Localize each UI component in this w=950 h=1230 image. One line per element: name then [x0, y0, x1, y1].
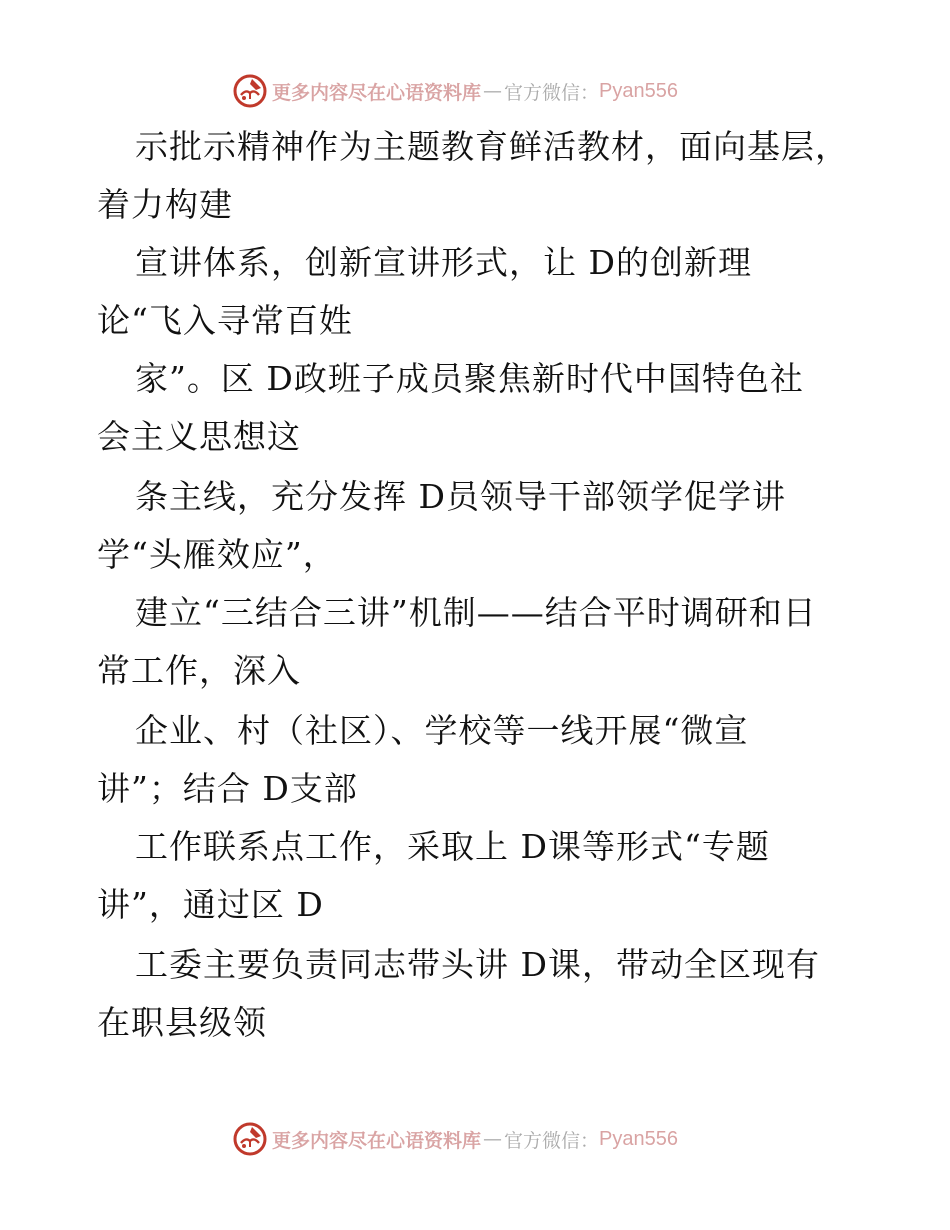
footer-banner	[232, 1119, 678, 1159]
text-line: 讲”，通过区 D	[97, 885, 324, 924]
banner-wechat-id: Pyan556	[599, 79, 678, 102]
book-pen-logo-icon	[232, 73, 268, 109]
text-line: 家”。区 D政班子成员聚焦新时代中国特色社	[135, 359, 804, 398]
text-line: 建立“三结合三讲”机制——结合平时调研和日	[135, 593, 817, 632]
text-line: 条主线，充分发挥 D员领导干部领学促学讲	[135, 477, 786, 516]
banner-site-text: 更多内容尽在心语资料库	[272, 81, 482, 104]
text-line: 宣讲体系，创新宣讲形式，让 D的创新理	[135, 243, 752, 282]
text-line: 工委主要负责同志带头讲 D课，带动全区现有	[135, 945, 820, 984]
banner-wechat-id: Pyan556	[599, 1127, 678, 1150]
text-line: 着力构建	[97, 185, 233, 224]
banner-wechat-label: 官方微信：	[504, 81, 600, 104]
banner-dash: —	[483, 80, 503, 102]
text-line: 会主义思想这	[97, 417, 301, 456]
text-line: 工作联系点工作，采取上 D课等形式“专题	[135, 827, 770, 866]
book-pen-logo-icon	[232, 1121, 268, 1157]
banner-dash: —	[483, 1128, 503, 1150]
text-line: 学“头雁效应”，	[97, 535, 337, 574]
banner-wechat-label: 官方微信：	[504, 1129, 600, 1152]
header-banner	[232, 71, 678, 111]
text-line: 企业、村（社区）、学校等一线开展“微宣	[135, 711, 749, 750]
text-line: 在职县级领	[97, 1003, 267, 1042]
text-line: 示批示精神作为主题教育鲜活教材，面向基层，	[135, 127, 849, 166]
banner-site-text: 更多内容尽在心语资料库	[272, 1129, 482, 1152]
text-line: 常工作，深入	[97, 651, 301, 690]
text-line: 讲”；结合 D支部	[97, 769, 358, 808]
text-line: 论“飞入寻常百姓	[97, 301, 353, 340]
